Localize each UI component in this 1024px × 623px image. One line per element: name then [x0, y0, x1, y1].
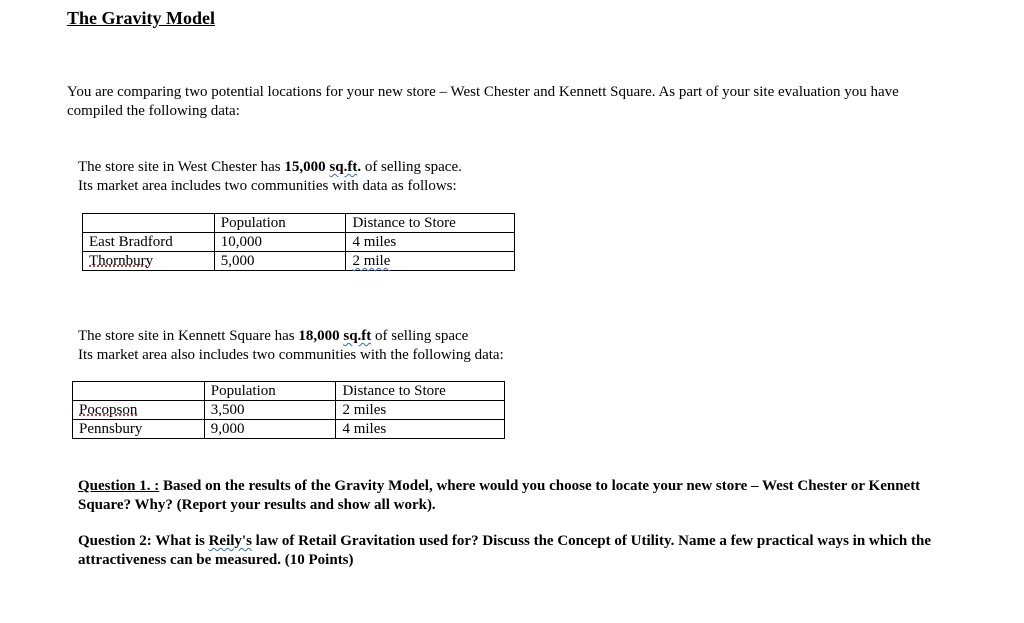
- sq-ft-unit: sq.ft: [329, 159, 358, 175]
- text-run: Question 2: What is: [78, 533, 209, 549]
- table-header-distance: Distance to Store: [336, 382, 505, 401]
- table-row: [73, 401, 505, 420]
- table-cell-distance: [346, 252, 515, 271]
- area-value: 15,000: [284, 159, 330, 175]
- table-row: [83, 233, 515, 252]
- question-2: [78, 532, 948, 570]
- text-run: The store site in Kennett Square has: [78, 328, 299, 344]
- text-run: The store site in West Chester has: [78, 159, 285, 175]
- west-chester-line-2: Its market area includes two communities with data as follows:: [78, 178, 457, 194]
- table-cell-community: Pennsbury: [73, 420, 205, 439]
- intro-paragraph: You are comparing two potential locations for your new store – West Chester and Kennett Square. As part of your site evaluation you have compiled the following data:: [67, 84, 899, 119]
- question-1-text: Based on the results of the Gravity Model, where would you choose to locate your new store – West Chester or Kennett Square? Why? (Report your results and show all work).: [78, 478, 921, 513]
- community-name: Pocopson: [79, 402, 138, 418]
- west-chester-line-1: [78, 158, 462, 177]
- table-cell-distance: 4 miles: [336, 420, 505, 439]
- west-chester-table: [82, 213, 515, 271]
- west-chester-description: [78, 158, 462, 196]
- text-run: law of Retail Gravitation used for? Discuss the Concept of Utility. Name a few practical ways in which the attractiveness can be measured. (10 Points): [78, 533, 932, 568]
- text-run: .: [357, 159, 362, 175]
- reily-term: Reily's: [208, 533, 252, 549]
- table-header-row: [73, 382, 505, 401]
- document-title: The Gravity Model: [67, 8, 215, 28]
- table-cell-population: 9,000: [204, 420, 336, 439]
- kennett-description: [78, 327, 504, 365]
- kennett-line-2: Its market area also includes two communities with the following data:: [78, 347, 504, 363]
- community-name: Thornbury: [89, 253, 154, 269]
- table-row: [83, 252, 515, 271]
- question-1: [78, 477, 948, 515]
- kennett-table: [72, 381, 505, 439]
- table-cell: [73, 382, 205, 401]
- distance-value: 2 mile: [352, 253, 391, 269]
- table-cell-community: [83, 252, 215, 271]
- table-cell-population: 5,000: [214, 252, 346, 271]
- sq-ft-unit: sq.ft: [343, 328, 372, 344]
- kennett-line-1: [78, 327, 504, 346]
- text-run: of selling space.: [361, 159, 462, 175]
- table-row: [73, 420, 505, 439]
- text-run: of selling space: [371, 328, 469, 344]
- table-header-row: [83, 214, 515, 233]
- table-cell-population: 3,500: [204, 401, 336, 420]
- table-cell-population: 10,000: [214, 233, 346, 252]
- table-header-distance: Distance to Store: [346, 214, 515, 233]
- table-cell: [83, 214, 215, 233]
- table-cell-distance: 2 miles: [336, 401, 505, 420]
- table-cell-community: East Bradford: [83, 233, 215, 252]
- table-header-population: Population: [214, 214, 346, 233]
- table-header-population: Population: [204, 382, 336, 401]
- question-1-label: Question 1. :: [78, 478, 160, 494]
- area-value: 18,000: [298, 328, 344, 344]
- table-cell-distance: 4 miles: [346, 233, 515, 252]
- table-cell-community: [73, 401, 205, 420]
